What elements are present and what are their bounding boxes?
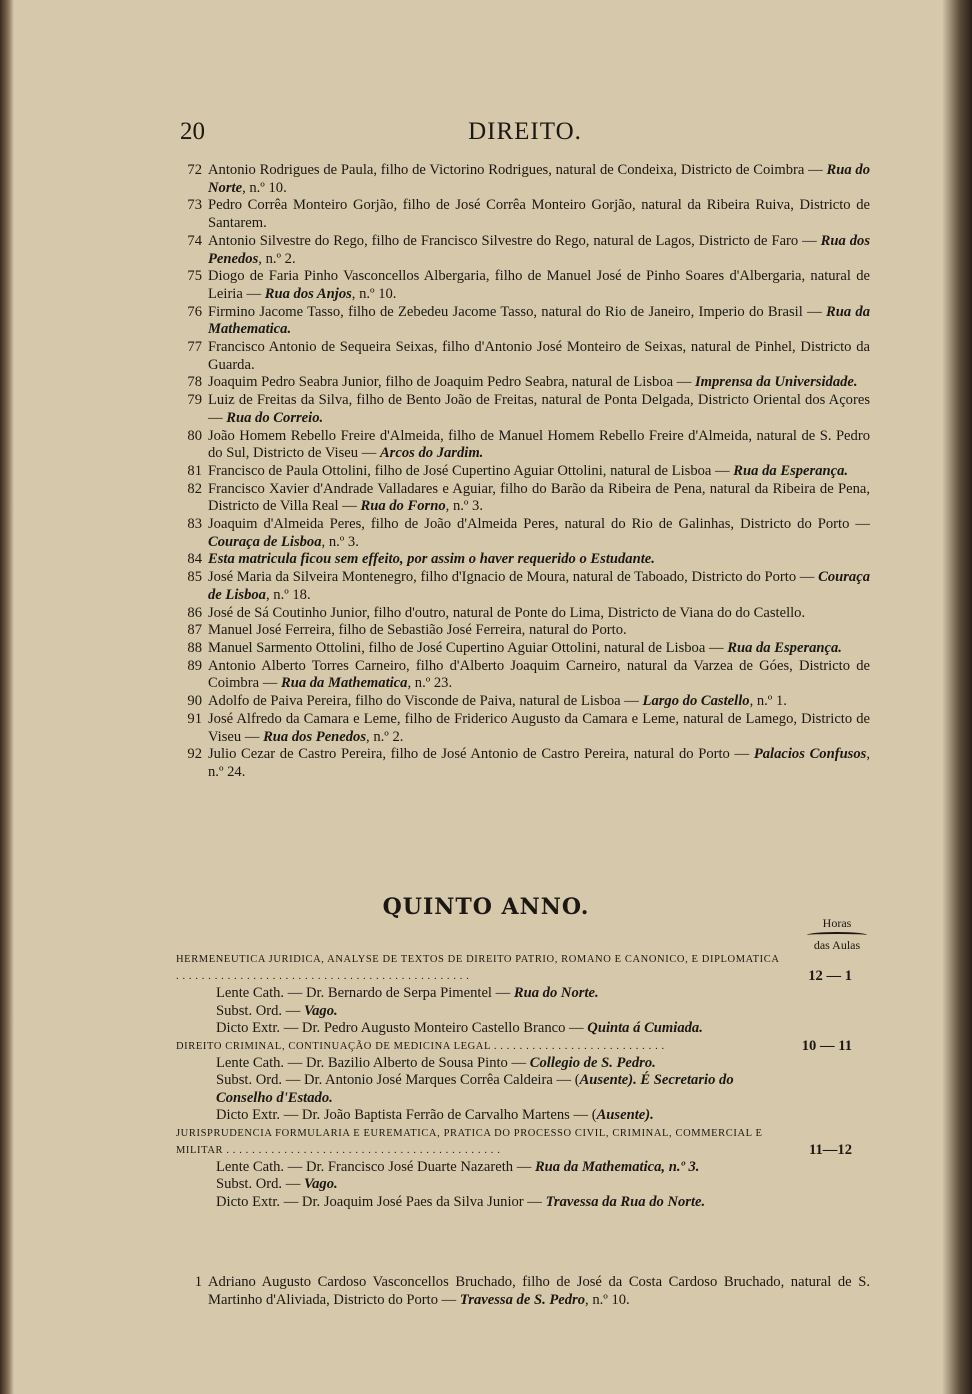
entry-address: Esta matricula ficou sem effeito, por assim o haver requerido o Estudante. — [208, 551, 655, 568]
entry-number: 81 — [187, 462, 202, 479]
list-item — [176, 605, 870, 623]
entry-address: Rua da Mathematica — [280, 675, 408, 692]
entry-number: 75 — [187, 268, 202, 285]
section-title: QUINTO ANNO. — [382, 894, 590, 920]
entry-text: João Homem Rebello Freire d'Almeida, filho de Manuel Homem Rebello Freire d'Almeida, natural de S. Pedro do Sul, Districto de Viseu — — [208, 427, 870, 462]
staff-line — [176, 985, 870, 1003]
staff-line — [176, 1003, 870, 1021]
staff-role: Subst. Ord. — — [216, 1176, 304, 1192]
list-item — [176, 569, 870, 604]
entry-suffix: , n.º 10. — [351, 285, 397, 302]
entry-text: Francisco de Paula Ottolini, filho de José Cupertino Aguiar Ottolini, natural de Lisboa — — [208, 462, 734, 479]
entry-text: Manuel Sarmento Ottolini, filho de José Cupertino Aguiar Ottolini, natural de Lisboa — — [208, 639, 728, 656]
entry-text: Joaquim Pedro Seabra Junior, filho de Joaquim Pedro Seabra, natural de Lisboa — — [208, 374, 695, 391]
staff-address: Collegio de S. Pedro. — [529, 1054, 656, 1071]
entry-address: Rua do Norte — [208, 162, 870, 196]
hours-column-header — [800, 916, 874, 952]
staff-line — [176, 1055, 870, 1073]
entry-text: Diogo de Faria Pinho Vasconcellos Albergaria, filho de Manuel José de Pinho Soares d'Albergaria, natural de Leiria — — [208, 268, 870, 302]
entry-text: Adriano Augusto Cardoso Vasconcellos Bruchado, filho de José da Costa Cardoso Bruchado, natural de S. Martinho d'Aliviada, Districto do Porto — — [208, 1274, 870, 1308]
entry-number: 74 — [187, 232, 202, 249]
list-item — [176, 1274, 870, 1309]
entry-text: José Alfredo da Camara e Leme, filho de Friderico Augusto da Camara e Leme, natural de Lamego, Districto de Viseu — — [208, 710, 870, 745]
list-item — [176, 197, 870, 232]
list-item — [176, 746, 870, 781]
entry-suffix: , n.º 3. — [321, 533, 359, 550]
entry-text: Antonio Alberto Torres Carneiro, filho d'Alberto Joaquim Carneiro, natural da Varzea de Góes, Districto de Coimbra — — [208, 657, 870, 692]
entry-suffix: , n.º 23. — [407, 675, 453, 692]
entry-suffix: , n.º 3. — [445, 498, 484, 515]
entry-address: Couraça de Lisboa — [208, 569, 870, 603]
entry-text: Adolfo de Paiva Pereira, filho do Visconde de Paiva, natural de Lisboa — — [208, 693, 643, 710]
list-item — [176, 428, 870, 463]
entry-suffix: , n.º 1. — [749, 693, 787, 710]
staff-line — [176, 1176, 870, 1194]
entry-suffix: , n.º 2. — [366, 728, 404, 745]
course-name: JURISPRUDENCIA FORMULARIA E EUREMATICA, PRATICA DO PROCESSO CIVIL, CRIMINAL, COMMERCIAL E MILITAR . . . . . . . . . . . . . . . . . . . . . . . . . . . . . . . . . . . . . . . . . . . — [176, 1127, 763, 1156]
course-hours: 12 — 1 — [808, 968, 852, 984]
entry-text: Manuel José Ferreira, filho de Sebastião José Ferreira, natural do Porto. — [208, 622, 627, 639]
entry-number: 1 — [194, 1274, 202, 1290]
course-list — [176, 951, 870, 1211]
staff-role: Subst. Ord. — — [216, 1002, 304, 1019]
entry-address: Rua da Mathematica. — [208, 303, 871, 338]
list-item — [176, 516, 870, 551]
staff-address: Vago. — [303, 1176, 338, 1192]
staff-role: Dicto Extr. — Dr. Pedro Augusto Monteiro Castello Branco — — [216, 1020, 588, 1036]
entry-suffix: , n.º 10. — [242, 179, 287, 196]
entry-address: Couraça de Lisboa — [208, 533, 322, 550]
list-item — [176, 622, 870, 640]
entry-text: Francisco Xavier d'Andrade Valladares e Aguiar, filho do Barão da Ribeira de Pena, natural da Ribeira de Pena, Districto de Villa Real — — [208, 480, 870, 515]
entry-text: Joaquim d'Almeida Peres, filho de João d'Almeida Peres, natural do Rio de Galinhas, Districto do Porto — — [208, 516, 870, 533]
entry-number: 87 — [187, 622, 202, 639]
entry-number: 85 — [187, 569, 202, 586]
page-number: 20 — [180, 118, 205, 145]
entry-number: 78 — [187, 374, 202, 391]
staff-address: Rua da Mathematica, n.º 3. — [534, 1158, 700, 1175]
entry-number: 79 — [187, 392, 202, 409]
course-title — [176, 1038, 870, 1055]
course-title — [176, 951, 870, 985]
list-item — [176, 162, 870, 197]
entry-number: 89 — [187, 657, 202, 674]
entry-suffix: , n.º 2. — [258, 250, 296, 267]
entry-address: Rua da Esperança. — [727, 639, 842, 656]
entry-number: 80 — [187, 427, 202, 444]
staff-line — [176, 1072, 870, 1107]
entry-text: José de Sá Coutinho Junior, filho d'outro, natural de Ponte do Lima, Districto de Viana do do Castello. — [208, 604, 806, 621]
entry-address: Rua dos Penedos — [263, 728, 367, 745]
entry-suffix: , n.º 24. — [208, 746, 870, 780]
entry-text: Pedro Corrêa Monteiro Gorjão, filho de José Corrêa Monteiro Gorjão, natural da Ribeira Ruiva, Districto de Santarem. — [208, 197, 870, 232]
course-title — [176, 1125, 870, 1159]
page-header — [180, 118, 870, 154]
student-list — [176, 162, 870, 782]
staff-address: Ausente). É Secretario do Conselho d'Estado. — [216, 1072, 734, 1106]
hours-header-line-2: das Aulas — [813, 938, 861, 952]
list-item — [176, 339, 870, 374]
staff-role: Lente Cath. — Dr. Bazilio Alberto de Sousa Pinto — — [216, 1054, 530, 1071]
staff-line — [176, 1159, 870, 1177]
staff-line — [176, 1194, 870, 1212]
course-name: DIREITO CRIMINAL, CONTINUAÇÃO DE MEDICINA LEGAL . . . . . . . . . . . . . . . . . . . . . . . . . . . — [176, 1040, 665, 1052]
entry-address: Arcos do Jardim. — [379, 445, 484, 462]
hours-header-line-1: Horas — [822, 916, 852, 930]
list-item — [176, 551, 870, 569]
entry-address: Imprensa da Universidade. — [694, 374, 858, 391]
staff-role: Lente Cath. — Dr. Francisco José Duarte Nazareth — — [216, 1158, 535, 1175]
staff-line — [176, 1020, 870, 1038]
staff-address: Ausente). — [596, 1107, 654, 1123]
list-item — [176, 658, 870, 693]
list-item — [176, 392, 870, 427]
entry-address: Travessa de S. Pedro — [459, 1291, 586, 1308]
list-item — [176, 693, 870, 711]
entry-number: 77 — [187, 339, 202, 356]
entry-number: 72 — [187, 162, 202, 178]
entry-number: 82 — [187, 480, 202, 497]
entry-text: Antonio Silvestre do Rego, filho de Francisco Silvestre do Rego, natural de Lagos, Districto de Faro — — [208, 232, 821, 249]
list-item — [176, 463, 870, 481]
running-title: DIREITO. — [468, 118, 582, 145]
list-item — [176, 268, 870, 303]
entry-number: 83 — [187, 516, 202, 533]
course-hours: 10 — 11 — [801, 1037, 852, 1054]
list-item — [176, 304, 870, 339]
entry-number: 88 — [187, 639, 202, 656]
entry-number: 84 — [187, 551, 202, 568]
entry-text: Firmino Jacome Tasso, filho de Zebedeu Jacome Tasso, natural do Rio de Janeiro, Imperio do Brasil — — [208, 303, 826, 320]
list-item — [176, 233, 870, 268]
staff-role: Dicto Extr. — Dr. João Baptista Ferrão de Carvalho Martens — ( — [216, 1107, 597, 1123]
entry-number: 73 — [187, 197, 202, 214]
student-list-quinto — [176, 1274, 870, 1309]
entry-address: Rua do Forno — [360, 498, 446, 515]
entry-text: Luiz de Freitas da Silva, filho de Bento João de Freitas, natural de Ponta Delgada, Districto Oriental dos Açores — — [208, 392, 870, 426]
staff-line — [176, 1107, 870, 1125]
list-item — [176, 640, 870, 658]
entry-text: Francisco Antonio de Sequeira Seixas, filho d'Antonio José Monteiro de Seixas, natural de Pinhel, Districto da Guarda. — [208, 339, 870, 373]
entry-address: Rua dos Penedos — [208, 232, 871, 267]
entry-number: 91 — [187, 710, 202, 727]
staff-role: Subst. Ord. — Dr. Antonio José Marques Corrêa Caldeira — ( — [216, 1072, 580, 1088]
entry-text: Antonio Rodrigues de Paula, filho de Victorino Rodrigues, natural de Condeixa, Districto de Coimbra — — [208, 162, 827, 178]
entry-suffix: , n.º 10. — [585, 1291, 630, 1308]
staff-address: Vago. — [303, 1002, 338, 1019]
entry-address: Palacios Confusos — [753, 746, 867, 763]
entry-address: Rua da Esperança. — [733, 462, 849, 479]
entry-address: Rua do Correio. — [226, 409, 324, 426]
entry-number: 92 — [187, 746, 202, 763]
entry-address: Largo do Castello — [642, 693, 750, 710]
entry-suffix: , n.º 18. — [265, 586, 311, 603]
entry-number: 86 — [187, 604, 202, 621]
entry-text: José Maria da Silveira Montenegro, filho d'Ignacio de Moura, natural de Taboado, Districto do Porto — — [208, 569, 819, 586]
list-item — [176, 711, 870, 746]
list-item — [176, 374, 870, 392]
course-hours: 11—12 — [809, 1141, 852, 1158]
list-item — [176, 481, 870, 516]
entry-number: 76 — [187, 303, 202, 320]
entry-address: Rua dos Anjos — [264, 285, 352, 302]
course-name: HERMENEUTICA JURIDICA, ANALYSE DE TEXTOS DE DIREITO PATRIO, ROMANO E CANONICO, E DIPLOMATICA . . . . . . . . . . . . . . . . . . . . . . . . . . . . . . . . . . . . . . . . . . . . . . — [176, 954, 779, 982]
staff-address: Rua do Norte. — [513, 985, 599, 1001]
entry-number: 90 — [187, 693, 202, 710]
staff-address: Travessa da Rua do Norte. — [545, 1193, 706, 1210]
staff-address: Quinta á Cumiada. — [587, 1020, 703, 1036]
entry-text: Julio Cezar de Castro Pereira, filho de José Antonio de Castro Pereira, natural do Porto — — [208, 746, 754, 763]
staff-role: Lente Cath. — Dr. Bernardo de Serpa Pimentel — — [216, 985, 514, 1001]
staff-role: Dicto Extr. — Dr. Joaquim José Paes da Silva Junior — — [216, 1193, 546, 1210]
